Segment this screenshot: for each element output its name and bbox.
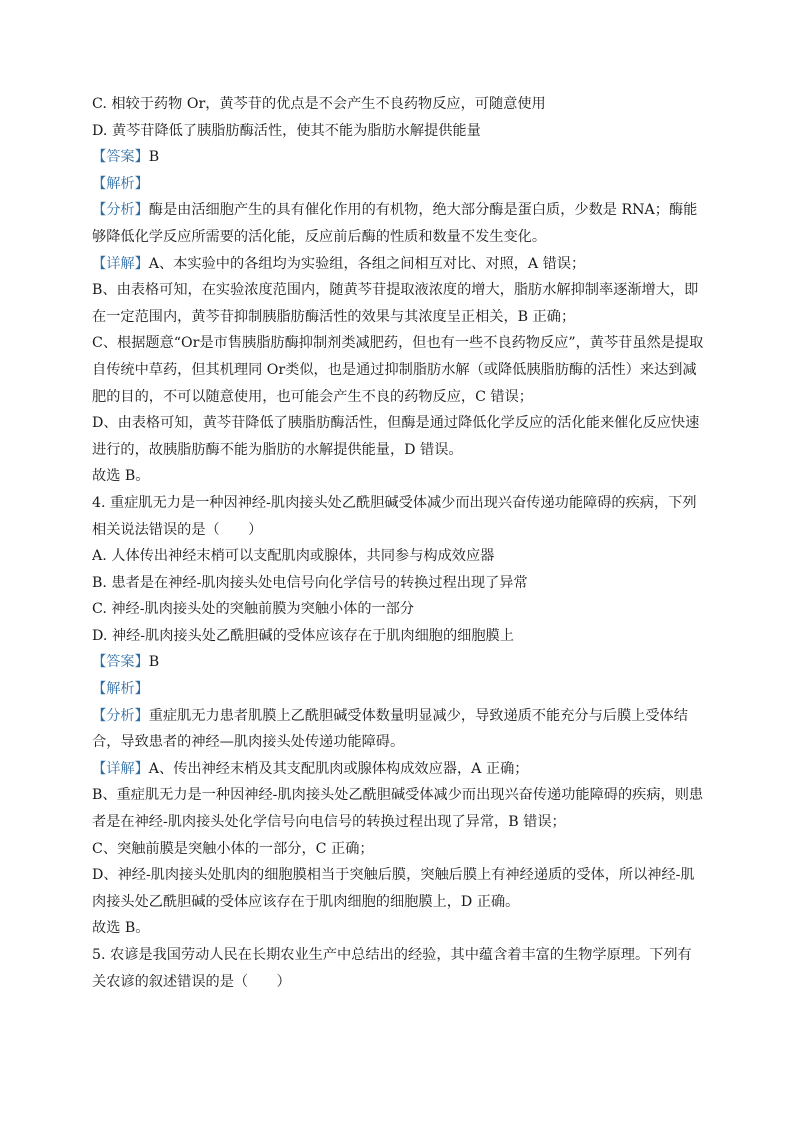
fenxi-tag: 【分析】 — [92, 202, 149, 219]
text-line: 合，导致患者的神经—肌肉接头处传递功能障碍。 — [92, 734, 405, 751]
text-line: 故选 B。 — [92, 468, 150, 485]
text-line: B、重症肌无力是一种因神经-肌肉接头处乙酰胆碱受体减少而出现兴奋传递功能障碍的疾病，则患 — [92, 787, 704, 804]
question-stem: 5. 农谚是我国劳动人民在长期农业生产中总结出的经验，其中蕴含着丰富的生物学原理。下列有 — [92, 947, 692, 963]
document-page — [92, 91, 704, 995]
text-line — [92, 756, 704, 783]
text-line: D、由表格可知，黄芩苷降低了胰脂肪酶活性，但酶是通过降低化学反应的活化能来催化反应快速 — [92, 415, 700, 432]
text-line: 自传统中草药，但其机理同 Or类似，也是通过抑制脂肪水解（或降低胰脂肪酶的活性）来达到减 — [92, 361, 697, 378]
text-line — [92, 197, 704, 224]
xiangjie-tag: 【详解】 — [92, 760, 149, 777]
xiangjie-text: A、传出神经末梢及其支配肌肉或腺体构成效应器，A 正确； — [148, 760, 529, 777]
xiangjie-text: A、本实验中的各组均为实验组，各组之间相互对比、对照，A 错误； — [148, 255, 586, 272]
text-line: 在一定范围内，黄芩苷抑制胰脂肪酶活性的效果与其浓度呈正相关，B 正确； — [92, 308, 576, 325]
option-b: B. 患者是在神经-肌肉接头处电信号向化学信号的转换过程出现了异常 — [92, 574, 528, 591]
answer-tag: 【答案】 — [92, 654, 149, 671]
text-line: C、根据题意“Or是市售胰脂肪酶抑制剂类减肥药，但也有一些不良药物反应”，黄芩苷虽然是提取 — [92, 335, 704, 352]
text-line: D. 黄芩苷降低了胰脂肪酶活性，使其不能为脂肪水解提供能量 — [92, 122, 481, 139]
analysis-heading — [92, 676, 704, 703]
fenxi-text: 酶是由活细胞产生的具有催化作用的有机物，绝大部分酶是蛋白质，少数是 RNA；酶能 — [148, 202, 698, 219]
analysis-tag: 【解析】 — [92, 681, 149, 698]
text-line: 肉接头处乙酰胆碱的受体应该存在于肌肉细胞的细胞膜上，D 正确。 — [92, 893, 520, 910]
text-line — [92, 251, 704, 278]
text-line: 进行的，故胰脂肪酶不能为脂肪的水解提供能量，D 错误。 — [92, 441, 463, 458]
answer-value: B — [148, 654, 160, 671]
text-line: C、突触前膜是突触小体的一部分，C 正确； — [92, 840, 374, 857]
analysis-tag: 【解析】 — [92, 175, 149, 192]
text-line: C. 相较于药物 Or，黄芩苷的优点是不会产生不良药物反应，可随意使用 — [92, 96, 546, 112]
text-line: 够降低化学反应所需要的活化能，反应前后酶的性质和数量不发生变化。 — [92, 228, 547, 245]
analysis-heading — [92, 171, 704, 198]
text-line: 者是在神经-肌肉接头处化学信号向电信号的转换过程出现了异常，B 错误； — [92, 814, 566, 831]
option-d: D. 神经-肌肉接头处乙酰胆碱的受体应该存在于肌肉细胞的细胞膜上 — [92, 627, 514, 644]
text-line: 故选 B。 — [92, 920, 150, 937]
text-line: D、神经-肌肉接头处肌肉的细胞膜相当于突触后膜，突触后膜上有神经递质的受体，所以神经-肌 — [92, 867, 695, 884]
answer-value: B — [148, 149, 160, 166]
text-line — [92, 703, 704, 730]
xiangjie-tag: 【详解】 — [92, 255, 149, 272]
answer-tag: 【答案】 — [92, 149, 149, 166]
fenxi-text: 重症肌无力患者肌膜上乙酰胆碱受体数量明显减少，导致递质不能充分与后膜上受体结 — [148, 707, 688, 724]
question-stem: 相关说法错误的是（ ） — [92, 521, 263, 538]
text-line: B、由表格可知，在实验浓度范围内，随黄芩苷提取液浓度的增大，脂肪水解抑制率逐渐增大，即 — [92, 282, 699, 299]
option-c: C. 神经-肌肉接头处的突触前膜为突触小体的一部分 — [92, 601, 415, 618]
text-line: 肥的目的，不可以随意使用，也可能会产生不良的药物反应，C 错误； — [92, 388, 533, 405]
answer-line — [92, 144, 704, 171]
answer-line — [92, 649, 704, 676]
option-a: A. 人体传出神经末梢可以支配肌肉或腺体，共同参与构成效应器 — [92, 548, 495, 565]
question-stem: 关农谚的叙述错误的是（ ） — [92, 973, 291, 990]
fenxi-tag: 【分析】 — [92, 707, 149, 724]
question-stem: 4. 重症肌无力是一种因神经-肌肉接头处乙酰胆碱受体减少而出现兴奋传递功能障碍的疾病，下列 — [92, 494, 697, 511]
